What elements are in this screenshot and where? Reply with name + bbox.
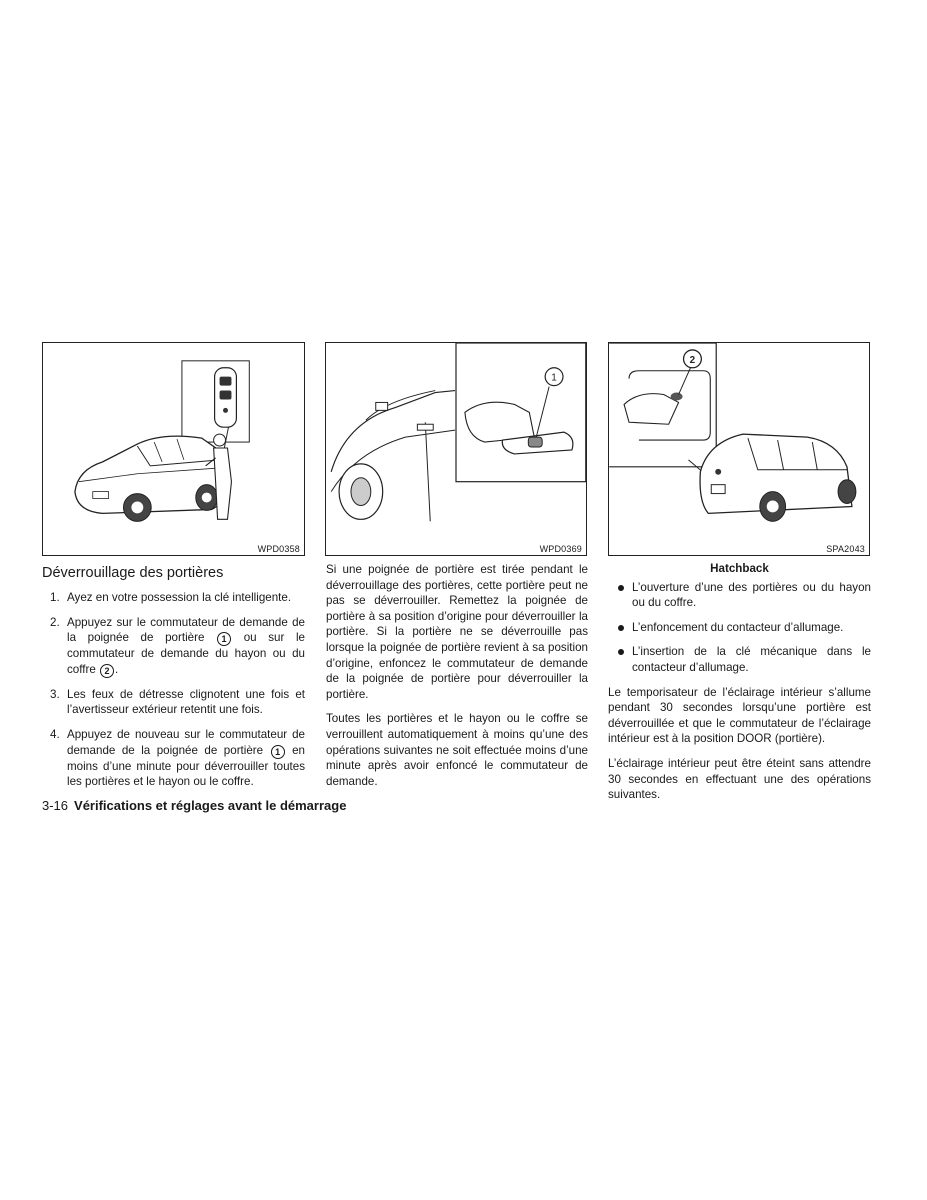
figure-caption: Hatchback (710, 562, 769, 575)
list-item: L’insertion de la clé mécanique dans le contacteur d’allumage. (608, 644, 871, 675)
figure-code: WPD0358 (257, 544, 300, 554)
chapter-title: Vérifications et réglages avant le démarrage (74, 798, 347, 813)
hatchback-illustration (609, 343, 869, 555)
page-number: 3-16 (42, 798, 69, 813)
paragraph: L’éclairage intérieur peut être éteint sans attendre 30 secondes en effectuant une des opérations suivantes. (608, 756, 871, 802)
svg-text:1: 1 (551, 372, 557, 384)
figure-code: WPD0369 (539, 544, 582, 554)
list-item: 2. Appuyez sur le commutateur de demande de la poignée de portière 1 ou sur le commutateur de demande du hayon ou du coffre 2 . (50, 615, 305, 676)
list-item: 4. Appuyez de nouveau sur le commutateur de demande de la poignée de portière 1 en moins d’une minute pour déverrouiller toutes les portières et le hayon ou le coffre. (50, 727, 305, 789)
paragraph: Le temporisateur de l’éclairage intérieur s’allume pendant 30 secondes lorsqu’une portière est déverrouillée et que le commutateur de l’éclairage intérieur est à la position DOOR (portière). (608, 685, 871, 746)
car-smart-key-illustration (43, 343, 304, 555)
figure-hatchback (608, 342, 870, 556)
figure-door-handle (325, 342, 587, 556)
bullet-list (608, 580, 871, 676)
column-3 (608, 561, 871, 812)
list-item: L’enfoncement du contacteur d’allumage. (608, 620, 871, 636)
marker-2: 2 (100, 664, 114, 678)
list-item: 1. Ayez en votre possession la clé intelligente. (50, 591, 292, 604)
list-item: L’ouverture d’une des portières ou du hayon ou du coffre. (608, 580, 871, 611)
figure-car-smart-key (42, 342, 305, 556)
paragraph: Si une poignée de portière est tirée pendant le déverrouillage des portières, cette portière peut ne pas se déverrouiller. Remettez la poignée de portière à sa position d’origine pour déverrouiller la portière. Si la portière ne se déverrouille pas lorsque la poignée de portière revient à sa position d’origine, enfoncez le commutateur de demande de la poignée de portière pour déverrouiller la portière. (326, 563, 588, 701)
door-handle-illustration (326, 343, 586, 555)
column-1 (42, 564, 305, 799)
section-heading: Déverrouillage des portières (42, 565, 224, 581)
paragraph: Toutes les portières et le hayon ou le coffre se verrouillent automatiquement à moins qu’une des opérations suivantes ne soit effectuée moins d’une minute après avoir enfoncé le commutateur de demande. (326, 712, 588, 788)
page-footer (42, 798, 346, 813)
steps-list (42, 590, 305, 790)
column-2 (326, 562, 588, 798)
list-item: 3. Les feux de détresse clignotent une fois et l’avertisseur extérieur retentit une fois. (50, 687, 305, 717)
callout-2: 2 (689, 354, 696, 366)
figure-code: SPA2043 (826, 544, 865, 554)
marker-1: 1 (217, 632, 231, 646)
marker-1: 1 (271, 745, 285, 759)
